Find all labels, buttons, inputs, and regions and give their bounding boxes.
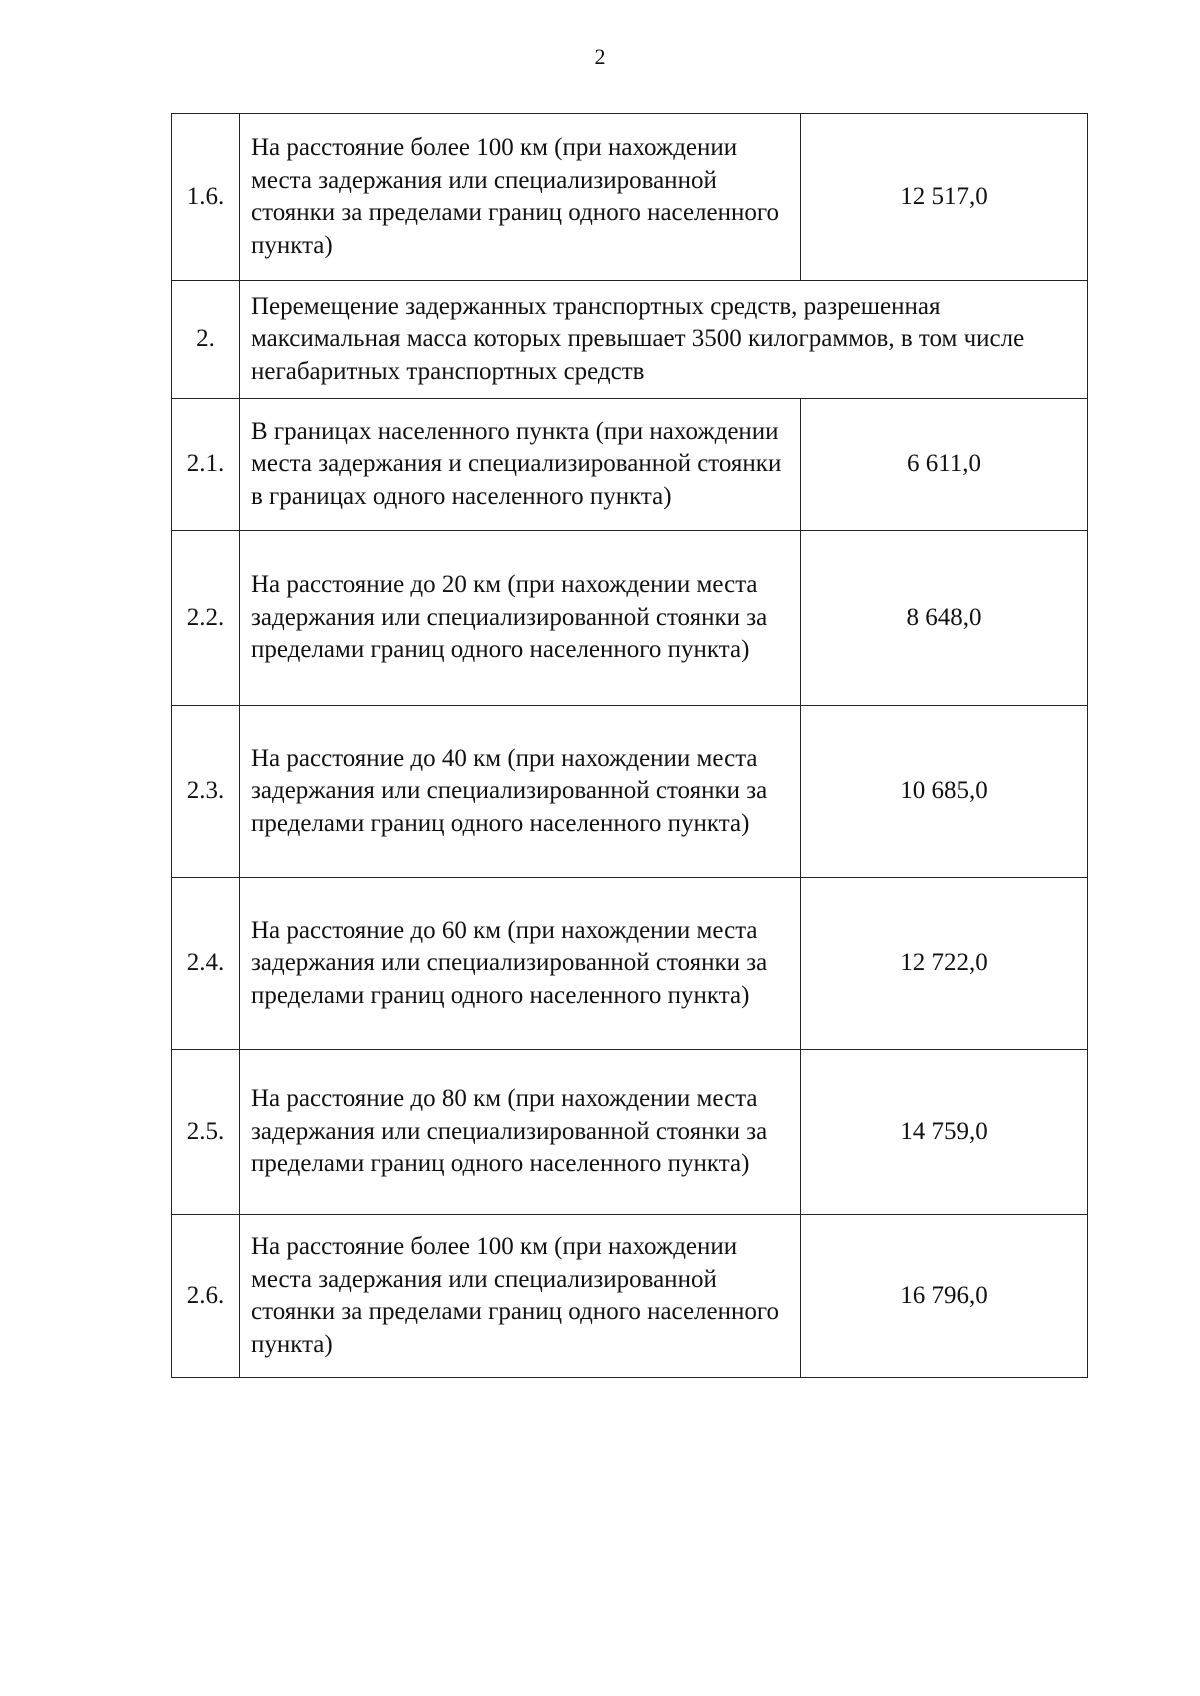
row-description: Перемещение задержанных транспортных средств, разрешенная максимальная масса которых превышает 3500 килограммов, в том числе негабаритных транспортных средств [240,281,1088,399]
row-number: 2.3. [172,706,240,878]
row-price: 8 648,0 [801,531,1088,706]
row-price: 12 517,0 [801,114,1088,281]
row-price: 12 722,0 [801,878,1088,1050]
row-number: 2.2. [172,531,240,706]
row-description: На расстояние до 20 км (при нахождении места задержания или специализированной стоянки за пределами границ одного населенного пункта) [240,531,801,706]
row-description: В границах населенного пункта (при нахождении места задержания и специализированной стоянки в границах одного населенного пункта) [240,399,801,531]
row-price: 6 611,0 [801,399,1088,531]
row-number: 2.5. [172,1050,240,1215]
table-row [172,399,1088,531]
table-row [172,114,1088,281]
row-number: 2.6. [172,1215,240,1378]
row-number: 1.6. [172,114,240,281]
row-price: 16 796,0 [801,1215,1088,1378]
table-row [172,531,1088,706]
row-price: 14 759,0 [801,1050,1088,1215]
row-number: 2.4. [172,878,240,1050]
row-number: 2.1. [172,399,240,531]
table-row [172,878,1088,1050]
table-row [172,1215,1088,1378]
table-row [172,281,1088,399]
row-description: На расстояние до 80 км (при нахождении места задержания или специализированной стоянки за пределами границ одного населенного пункта) [240,1050,801,1215]
row-description: На расстояние до 60 км (при нахождении места задержания или специализированной стоянки за пределами границ одного населенного пункта) [240,878,801,1050]
row-description: На расстояние более 100 км (при нахождении места задержания или специализированной стоянки за пределами границ одного населенного пункта) [240,114,801,281]
row-description: На расстояние более 100 км (при нахождении места задержания или специализированной стоянки за пределами границ одного населенного пункта) [240,1215,801,1378]
page-number: 2 [594,44,606,69]
row-number: 2. [172,281,240,399]
table-row [172,1050,1088,1215]
table-row [172,706,1088,878]
row-price: 10 685,0 [801,706,1088,878]
tariff-table [171,113,1088,1378]
row-description: На расстояние до 40 км (при нахождении места задержания или специализированной стоянки за пределами границ одного населенного пункта) [240,706,801,878]
